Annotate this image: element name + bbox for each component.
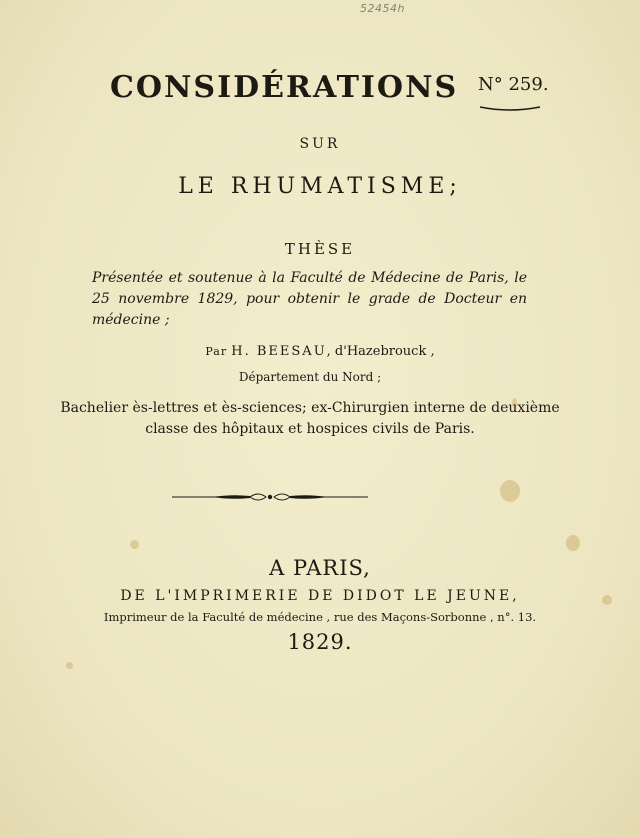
number-flourish <box>478 104 542 112</box>
credentials-line-1: Bachelier ès-lettres et ès-sciences; ex-Chirurgien interne de deuxième <box>60 400 560 416</box>
author-par: Par <box>205 345 228 358</box>
handwritten-note: 52454h <box>360 2 405 15</box>
printer-name: DE L'IMPRIMERIE DE DIDOT LE JEUNE, <box>120 588 520 604</box>
publication-year: 1829. <box>287 630 353 654</box>
these-heading: THÈSE <box>284 240 356 258</box>
author-line <box>0 344 640 359</box>
subject-title: LE RHUMATISME; <box>178 174 462 199</box>
publication-place: A PARIS, <box>269 556 371 580</box>
foxing-spot <box>566 535 580 551</box>
document-number: N° 259. <box>478 74 549 95</box>
foxing-spot <box>66 662 73 669</box>
foxing-spot <box>500 480 520 502</box>
author-origin: , d'Hazebrouck , <box>326 344 435 359</box>
preposition: SUR <box>299 136 341 152</box>
foxing-spot <box>130 540 139 549</box>
credentials-line-2: classe des hôpitaux et hospices civils de Paris. <box>145 421 475 437</box>
printer-address: Imprimeur de la Faculté de médecine , rue des Maçons-Sorbonne , n°. 13. <box>103 610 537 624</box>
presentation-paragraph: Présentée et soutenue à la Faculté de Médecine de Paris, le 25 novembre 1829, pour obtenir le grade de Docteur en médecine ; <box>92 270 527 328</box>
author-name: H. BEESAU <box>231 344 327 359</box>
page-title: CONSIDÉRATIONS <box>110 70 459 105</box>
ornamental-divider <box>172 490 368 504</box>
department: Département du Nord ; <box>238 370 382 384</box>
credentials <box>0 398 620 440</box>
